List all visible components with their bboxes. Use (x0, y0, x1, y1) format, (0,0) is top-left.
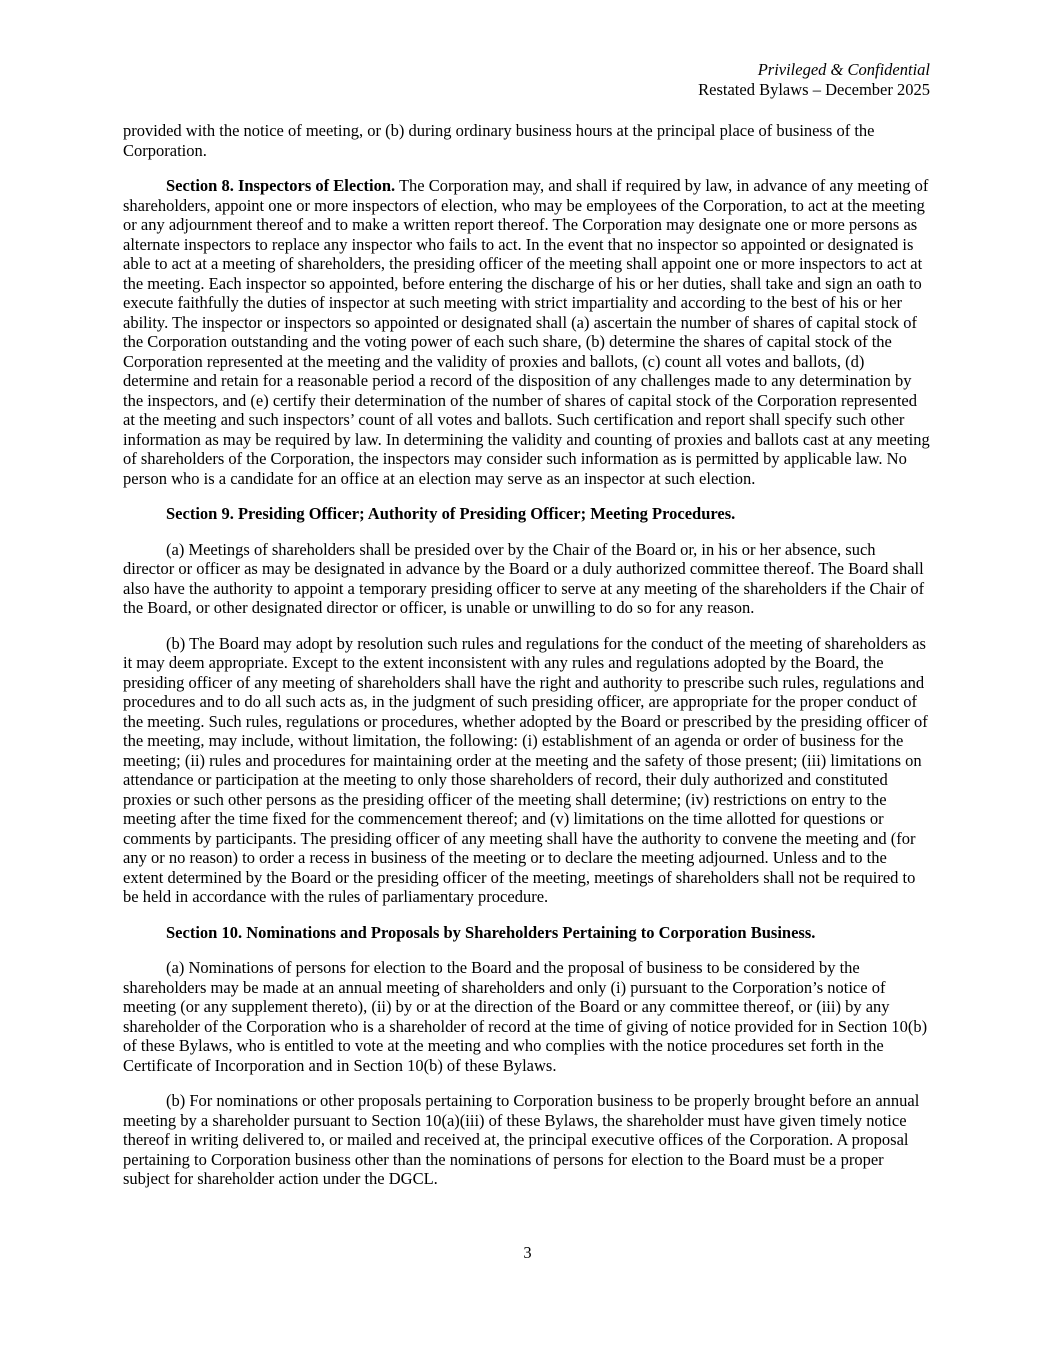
paragraph-continuation: provided with the notice of meeting, or (b) during ordinary business hours at the principal place of business of the Corporation. (123, 121, 875, 160)
section-10-heading: Section 10. Nominations and Proposals by Shareholders Pertaining to Corporation Business. (166, 922, 816, 942)
confidentiality-notice: Privileged & Confidential (757, 60, 930, 79)
section-8-heading: Section 8. Inspectors of Election. (166, 176, 396, 195)
section-8-paragraph (123, 176, 930, 488)
document-title: Restated Bylaws – December 2025 (698, 79, 930, 99)
section-9-heading: Section 9. Presiding Officer; Authority of Presiding Officer; Meeting Procedures. (166, 504, 736, 523)
section-9-paragraph-b: (b) The Board may adopt by resolution such rules and regulations for the conduct of the meeting of shareholders as it may deem appropriate. Except to the extent inconsistent with any rules and regulations adopted by the Board, the presiding officer of any meeting of shareholders shall have the right and authority to prescribe such rules, regulations and procedures and to do all such acts as, in the judgment of such presiding officer, are appropriate for the proper conduct of the meeting. Such rules, regulations or procedures, whether adopted by the Board or prescribed by the presiding officer of the meeting, may include, without limitation, the following: (i) establishment of an agenda or order of business for the meeting; (ii) rules and procedures for maintaining order at the meeting and the safety of those present; (iii) limitations on attendance or participation at the meeting to only those shareholders of record, their duly authorized and constituted proxies or such other persons as the presiding officer of the meeting shall determine; (iv) restrictions on entry to the meeting after the time fixed for the commencement thereof; and (v) limitations on the time allotted for questions or comments by participants. The presiding officer of any meeting shall have the authority to convene the meeting and (for any or no reason) to order a recess in business of the meeting or to declare the meeting adjourned. Unless and to the extent determined by the Board or the presiding officer of the meeting, meetings of shareholders shall not be required to be held in accordance with the rules of parliamentary procedure. (123, 633, 928, 906)
document-body (123, 121, 930, 1189)
document-header (123, 60, 930, 99)
section-9-paragraph-a: (a) Meetings of shareholders shall be presided over by the Chair of the Board or, in his or her absence, such director or officer as may be designated in advance by the Board or a duly authorized committee thereof. The Board shall also have the authority to appoint a temporary presiding officer to serve at any meeting of the shareholders if the Chair of the Board, or other designated director or officer, is unable or unwilling to do so for any reason. (123, 539, 925, 617)
section-10-paragraph-b: (b) For nominations or other proposals pertaining to Corporation business to be properly brought before an annual meeting by a shareholder pursuant to Section 10(a)(iii) of these Bylaws, the shareholder must have given timely notice thereof in writing delivered to, or mailed and received at, the principal executive offices of the Corporation. A proposal pertaining to Corporation business other than the nominations of persons for election to the Board must be a proper subject for shareholder action under the DGCL. (123, 1091, 920, 1188)
page-number: 3 (523, 1243, 532, 1262)
section-8-text: The Corporation may, and shall if required by law, in advance of any meeting of shareholders, appoint one or more inspectors of election, who may be employees of the Corporation, to act at the meeting or any adjournment thereof and to make a written report thereof. The Corporation may designate one or more persons as alternate inspectors to replace any inspector who fails to act. In the event that no inspector so appointed or designated is able to act at a meeting of shareholders, the presiding officer of the meeting shall appoint one or more inspectors to act at the meeting. Each inspector so appointed, before entering the discharge of his or her duties, shall take and sign an oath to execute faithfully the duties of inspector at such meeting with strict impartiality and according to the best of his or her ability. The inspector or inspectors so appointed or designated shall (a) ascertain the number of shares of capital stock of the Corporation outstanding and the voting power of each such share, (b) determine the shares of capital stock of the Corporation represented at the meeting and the validity of proxies and ballots, (c) count all votes and ballots, (d) determine and retain for a reasonable period a record of the disposition of any challenges made to any determination by the inspectors, and (e) certify their determination of the number of shares of capital stock of the Corporation represented at the meeting and such inspectors’ count of all votes and ballots. Such certification and report shall specify such other information as may be required by law. In determining the validity and counting of proxies and ballots cast at any meeting of shareholders of the Corporation, the inspectors may consider such information as is permitted by applicable law. No person who is a candidate for an office at an election may serve as an inspector at such election. (123, 176, 930, 488)
section-10-paragraph-a: (a) Nominations of persons for election to the Board and the proposal of business to be considered by the shareholders may be made at an annual meeting of shareholders and only (i) pursuant to the Corporation’s notice of meeting (or any supplement thereto), (ii) by or at the direction of the Board or any committee thereof, or (iii) by any shareholder of the Corporation who is a shareholder of record at the time of giving of notice provided for in Section 10(b) of these Bylaws, who is entitled to vote at the meeting and who complies with the notice procedures set forth in the Certificate of Incorporation and in Section 10(b) of these Bylaws. (123, 958, 928, 1075)
